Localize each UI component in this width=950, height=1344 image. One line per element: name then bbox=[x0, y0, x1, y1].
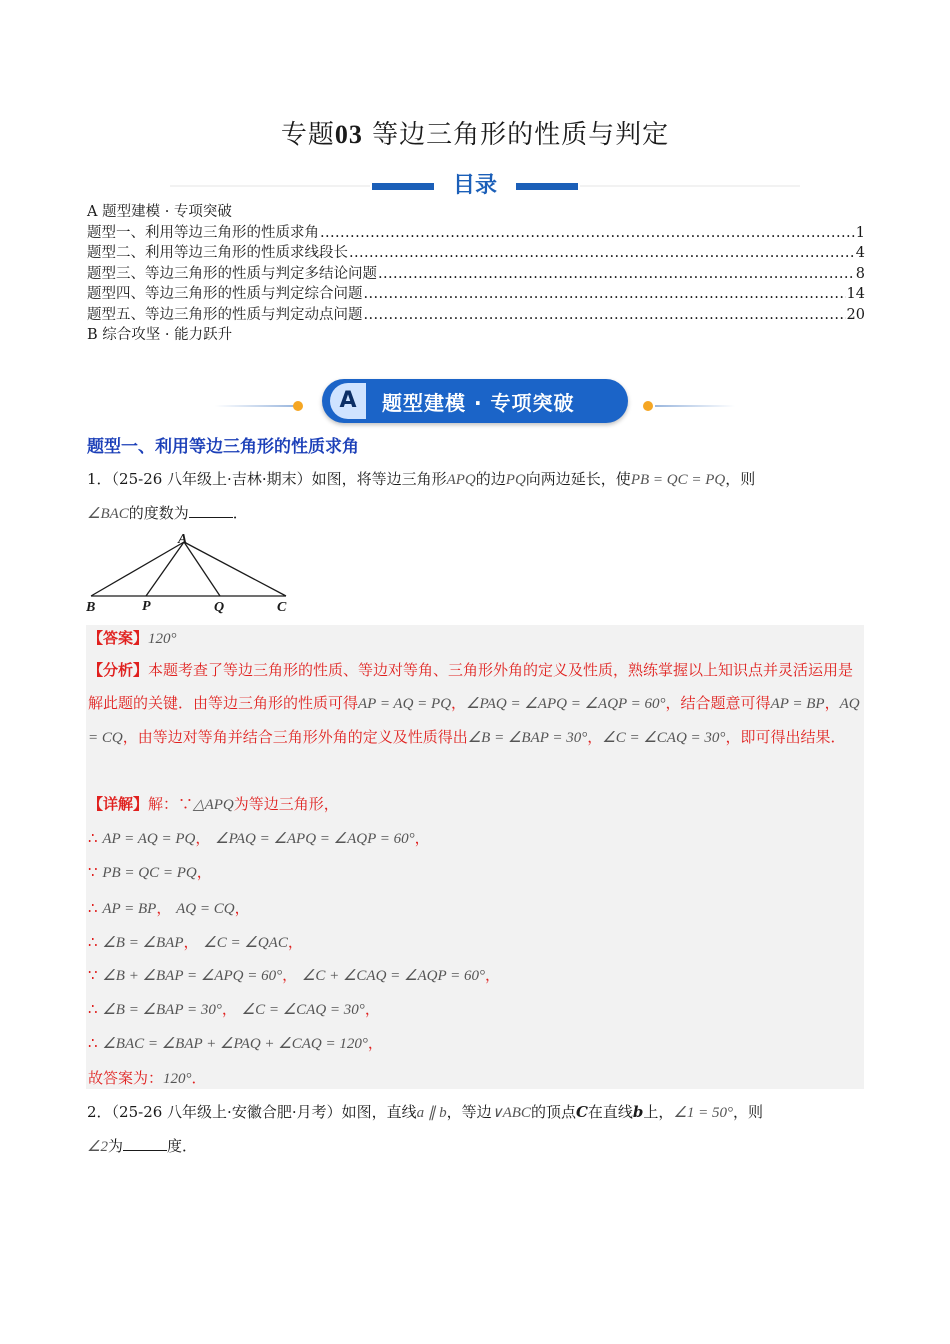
banner-pill bbox=[322, 379, 628, 423]
table-of-contents bbox=[87, 202, 865, 346]
answer-blank[interactable] bbox=[189, 503, 233, 518]
label-p: P bbox=[142, 599, 151, 614]
detail-intro: 【详解】解：∵△APQ为等边三角形， bbox=[88, 795, 339, 813]
toc-item[interactable]: 题型一、利用等边三角形的性质求角 ..... 1 bbox=[87, 223, 865, 244]
label-c: C bbox=[277, 600, 287, 615]
toc-item[interactable]: 题型四、等边三角形的性质与判定综合问题 ..... 14 bbox=[87, 284, 865, 305]
detail-step: ∴ AP = AQ = PQ， ∠PAQ = ∠APQ = ∠AQP = 60°， bbox=[88, 829, 430, 847]
detail-step: ∴ ∠BAC = ∠BAP + ∠PAQ + ∠CAQ = 120°， bbox=[88, 1034, 383, 1052]
triangle-figure bbox=[86, 530, 296, 616]
final-answer: 故答案为：120°． bbox=[88, 1069, 207, 1087]
label-q: Q bbox=[214, 600, 225, 615]
toc-header bbox=[0, 168, 950, 202]
detail-step: ∵ PB = QC = PQ， bbox=[88, 863, 212, 881]
toc-item[interactable]: 题型三、等边三角形的性质与判定多结论问题 ..... 8 bbox=[87, 264, 865, 285]
title-number: 03 bbox=[334, 120, 363, 149]
toc-bar-left bbox=[372, 183, 434, 190]
question-1: 1．（25-26 八年级上·吉林·期末）如图，将等边三角形APQ的边PQ向两边延长，使PB = QC = PQ，则 ∠BAC的度数为 ． bbox=[87, 470, 756, 522]
toc-item[interactable]: 题型五、等边三角形的性质与判定动点问题 ..... 20 bbox=[87, 305, 865, 326]
label-b: B bbox=[86, 600, 96, 615]
toc-part-a[interactable]: A 题型建模 · 专项突破 bbox=[87, 204, 232, 220]
toc-item[interactable]: 题型二、利用等边三角形的性质求线段长 ..... 4 bbox=[87, 243, 865, 264]
section-banner bbox=[0, 378, 950, 428]
toc-heading: 目录 bbox=[452, 173, 497, 198]
banner-letter: A bbox=[330, 383, 366, 419]
toc-part-b[interactable]: B 综合攻坚 · 能力跃升 bbox=[87, 327, 233, 343]
detail-step: ∴ ∠B = ∠BAP = 30°， ∠C = ∠CAQ = 30°， bbox=[88, 1000, 380, 1018]
label-a: A bbox=[178, 532, 188, 547]
detail-step: ∴ AP = BP， AQ = CQ， bbox=[88, 899, 250, 917]
analysis-paragraph: 【分析】本题考查了等边三角形的性质、等边对等角、三角形外角的定义及性质，熟练掌握以上知识点并灵活运用是解此题的关键．由等边三角形的性质可得AP = AQ = PQ，∠PAQ = ∠APQ = ∠AQP = 60°，结合题意可得AP = BP，AQ = CQ，由等边对等角并结合三角形外角的定义及性质得出∠B = ∠BAP = 30°，∠C = ∠CAQ = 30°，即可得出结果． bbox=[88, 661, 860, 746]
detail-step: ∵ ∠B + ∠BAP = ∠APQ = 60°， ∠C + ∠CAQ = ∠AQP = 60°， bbox=[88, 966, 500, 984]
page-title: 专题03 等边三角形的性质与判定 bbox=[280, 120, 670, 150]
toc-bar-right bbox=[516, 183, 578, 190]
answer-line: 【答案】120° bbox=[88, 629, 177, 647]
section-title: 题型一、利用等边三角形的性质求角 bbox=[87, 437, 359, 457]
detail-step: ∴ ∠B = ∠BAP， ∠C = ∠QAC， bbox=[88, 933, 303, 951]
question-2: 2．（25-26 八年级上·安徽合肥·月考）如图，直线a ∥ b，等边∨ABC的顶点C在直线b上，∠1 = 50°，则 ∠2为 度． bbox=[87, 1103, 764, 1155]
answer-blank[interactable] bbox=[123, 1136, 167, 1151]
banner-text: 题型建模 · 专项突破 bbox=[382, 391, 575, 415]
